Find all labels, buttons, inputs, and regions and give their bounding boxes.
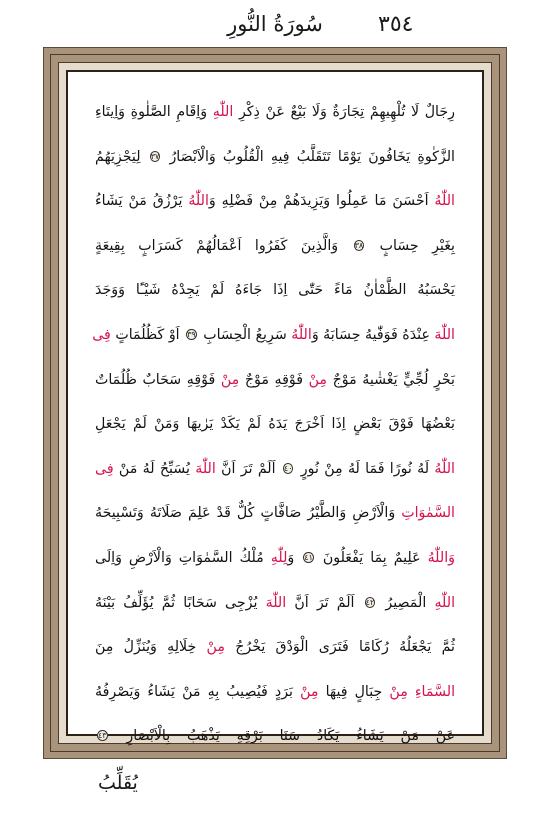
- divine-name: اللّٰهُ: [291, 326, 312, 343]
- text-line: [95, 135, 455, 180]
- verse-text: جِبَالٍ فِيهَا: [318, 683, 390, 700]
- text-line: [95, 714, 455, 759]
- catchword: يُقَلِّبُ: [98, 772, 138, 794]
- text-line: [95, 179, 455, 224]
- divine-name: لِلّٰهِ: [270, 549, 288, 566]
- text-line: [95, 402, 455, 447]
- text-line: [95, 447, 455, 492]
- verse-text: مُلْكُ السَّمٰوَاتِ وَالْاَرْضِ وَاِلَى: [95, 549, 271, 566]
- verse-text: بَرَدٍ فَيُصِيبُ بِهِ مَنْ يَشَاءُ وَيَصْرِفُهُ: [95, 683, 301, 700]
- verse-text: اَلَمْ تَرَ اَنَّ: [286, 594, 363, 611]
- divine-name: اللّٰهِ: [434, 594, 456, 611]
- verse-text: وَالَّذِينَ كَفَرُوا اَعْمَالُهُمْ كَسَرَابٍ بِقِيعَةٍ: [95, 237, 352, 254]
- divine-name: السَّمَاءِ: [414, 683, 456, 700]
- divine-name: مِنْ: [300, 683, 319, 700]
- divine-name: السَّمٰوَاتِ: [401, 505, 455, 522]
- verse-text: ثُمَّ يَجْعَلُهُ رُكَامًا فَتَرَى الْوَدْقَ يَخْرُجُ: [224, 639, 455, 656]
- verse-text: وَاِقَامِ الصَّلٰوةِ وَاِيتَاءِ: [95, 104, 213, 120]
- verse-text: عَلِيمٌ بِمَا يَفْعَلُونَ: [315, 549, 428, 566]
- surah-title: سُورَةُ النُّورِ: [227, 12, 323, 36]
- verse-text: لَهُ نُورًا فَمَا لَهُ مِنْ نُورٍ: [295, 460, 435, 477]
- verse-number-marker: ٣٧: [150, 151, 160, 161]
- divine-name: مِنْ: [220, 371, 240, 388]
- verse-text: يُسَبِّحُ لَهُ مَنْ: [113, 460, 196, 477]
- verse-number-marker: ٤٠: [283, 463, 293, 473]
- divine-name: اللّٰهَ: [195, 460, 216, 477]
- verse-text: يُزْجِى سَحَابًا ثُمَّ يُؤَلِّفُ بَيْنَهُ: [95, 594, 266, 611]
- verse-text: خِلَالِهِ وَيُنَزِّلُ مِنَ: [95, 639, 207, 656]
- verse-text: اَلَمْ تَرَ اَنَّ: [215, 460, 281, 477]
- verse-text: لِيَجْزِيَهُمُ: [95, 148, 148, 165]
- verse-text: اَوْ كَظُلُمَاتٍ: [110, 326, 185, 343]
- divine-name: فِى: [95, 460, 114, 477]
- verse-text: الزَّكٰوةِ يَخَافُونَ يَوْمًا تَتَقَلَّبُ فِيهِ الْقُلُوبُ وَالْاَبْصَارُ: [162, 148, 455, 165]
- verse-text: اَحْسَنَ مَا عَمِلُوا وَيَزِيدَهُمْ مِنْ فَضْلِهِ وَ: [208, 193, 435, 210]
- divine-name: اللّٰهَ: [265, 594, 287, 611]
- verse-text: فَوْقِهِ مَوْجٌ: [239, 371, 309, 388]
- verse-text: عَنْ مَنْ يَشَاءُ يَكَادُ سَنَا بَرْقِهِ يَذْهَبُ بِالْاَبْصَارِ: [109, 728, 455, 745]
- verse-text: سَرِيعُ الْحِسَابِ: [198, 326, 292, 343]
- verse-text: وَ: [287, 549, 302, 566]
- verse-text: رِجَالٌ لَا تُلْهِيهِمْ تِجَارَةٌ وَلَا بَيْعٌ عَنْ ذِكْرِ: [233, 104, 455, 120]
- verse-text: فَوْقِهِ سَحَابٌ ظُلُمَاتٌ: [95, 371, 221, 388]
- verse-number-marker: ٤٢: [365, 597, 375, 607]
- verse-text: بِغَيْرِ حِسَابٍ: [366, 237, 456, 254]
- verse-text: يَحْسَبُهُ الظَّمْاٰنُ مَاءً حَتّٰى اِذَا جَاءَهُ لَمْ يَجِدْهُ شَيْـًٔا وَوَجَدَ: [95, 282, 455, 299]
- verse-number-marker: ٤٣: [98, 731, 107, 741]
- divine-name: اللّٰهَ: [434, 326, 455, 343]
- verse-number-marker: ٤١: [304, 552, 313, 562]
- text-line: [95, 358, 455, 403]
- text-line: [95, 625, 455, 670]
- divine-name: اللّٰهُ: [434, 460, 455, 477]
- verse-text: وَالْاَرْضِ وَالطَّيْرُ صَافَّاتٍ كُلٌّ قَدْ عَلِمَ صَلَاتَهُ وَتَسْبِيحَهُ: [95, 505, 402, 522]
- verse-text: يَرْزُقُ مَنْ يَشَاءُ: [95, 193, 189, 210]
- text-line: [95, 670, 455, 715]
- verse-text: عِنْدَهُ فَوَفّٰيهُ حِسَابَهُ وَ: [311, 326, 435, 343]
- verse-text: بَحْرٍ لُجِّيٍّ يَغْشٰيهُ مَوْجٌ: [327, 371, 455, 388]
- divine-name: اللّٰهُ: [434, 193, 455, 210]
- divine-name: فِى: [92, 326, 111, 343]
- verse-text: الْمَصِيرُ: [377, 594, 435, 611]
- divine-name: اللّٰهِ: [212, 104, 234, 120]
- divine-name: وَاللّٰهُ: [427, 549, 455, 566]
- text-line: [92, 313, 455, 358]
- text-line: [95, 224, 455, 269]
- quran-text-block: [92, 90, 456, 759]
- divine-name: مِنْ: [308, 371, 327, 388]
- text-line: [95, 90, 455, 135]
- verse-text: بَعْضُهَا فَوْقَ بَعْضٍ اِذَا اَخْرَجَ يَدَهُ لَمْ يَكَدْ يَرٰيهَا وَمَنْ لَمْ يَجْعَلِ: [95, 416, 455, 433]
- divine-name: اللّٰهُ: [188, 193, 209, 210]
- divine-name: مِنْ: [389, 683, 408, 700]
- page-number: ٣٥٤: [378, 12, 414, 37]
- text-line: [95, 491, 455, 536]
- verse-number-marker: ٣٩: [187, 329, 196, 339]
- text-line: [95, 536, 455, 581]
- verse-text: [408, 684, 415, 700]
- verse-number-marker: ٣٨: [354, 240, 364, 250]
- text-line: [95, 581, 455, 626]
- divine-name: مِنْ: [206, 639, 225, 656]
- text-line: [95, 268, 455, 313]
